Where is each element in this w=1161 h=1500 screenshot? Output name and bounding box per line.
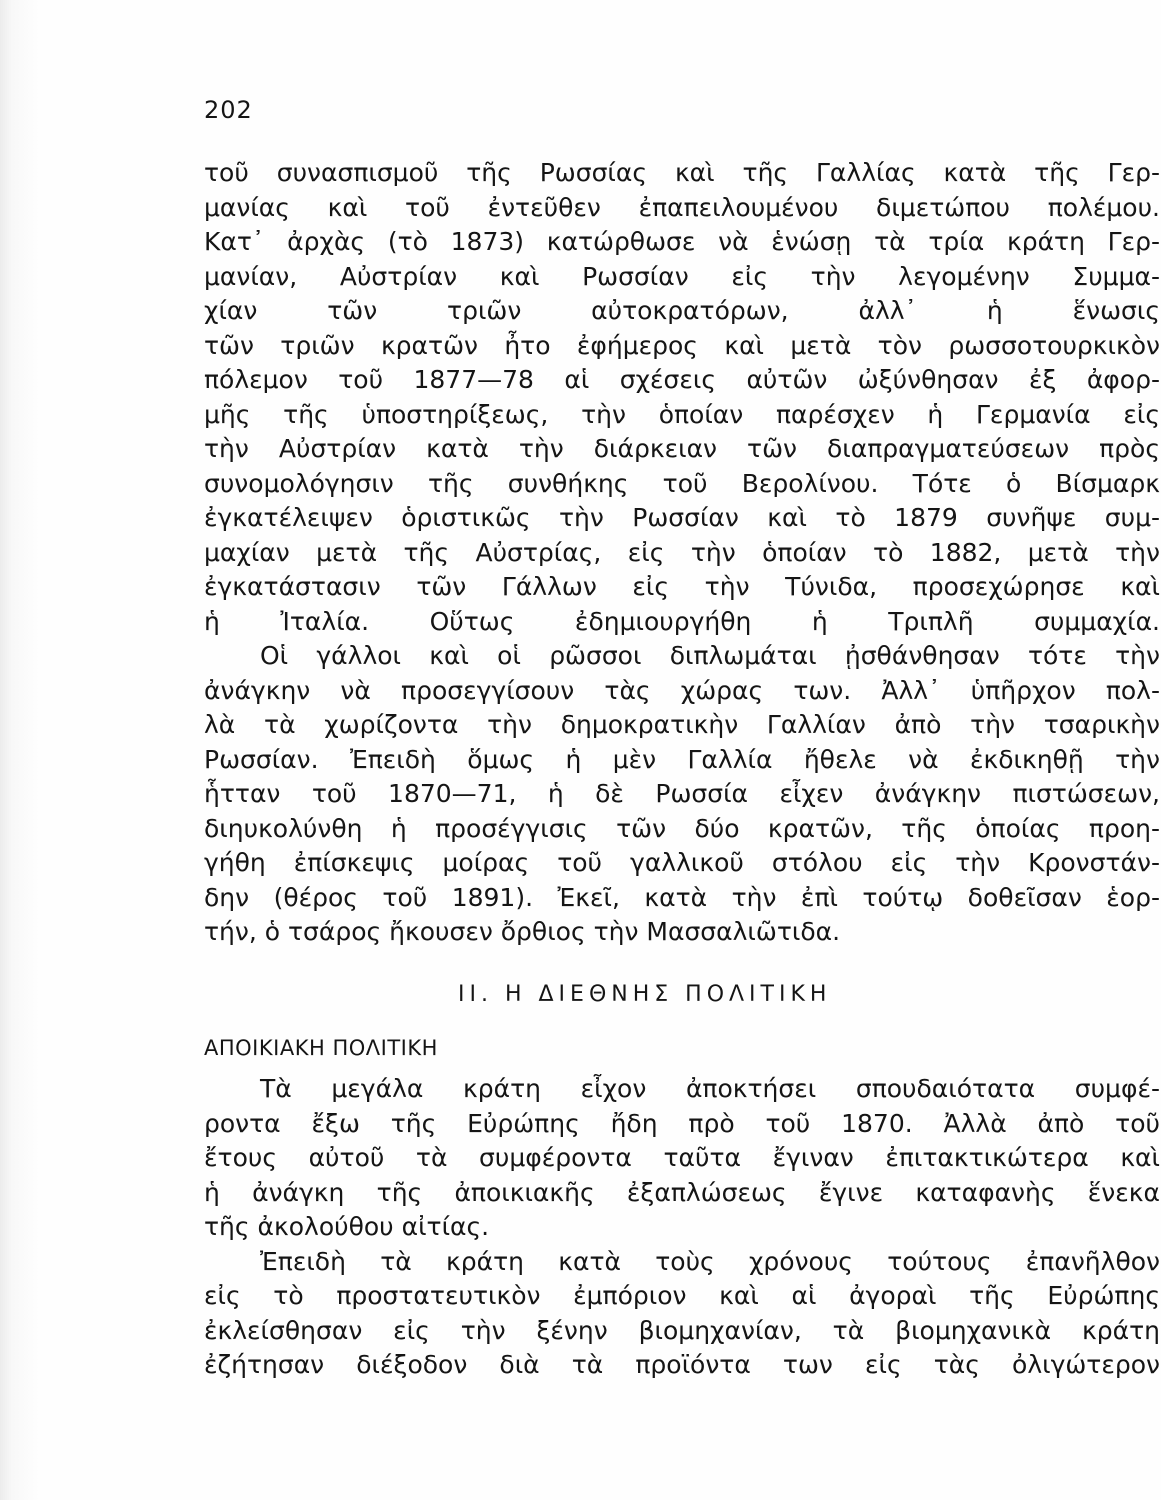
text-line: ἐκλείσθησαν εἰς τὴν ξένην βιομηχανίαν, τὰ βιομηχανικὰ κράτη [204,1315,1160,1345]
text-line: συνομολόγησιν τῆς συνθήκης τοῦ Βερολίνου. Τότε ὁ Βίσμαρκ [204,468,1160,498]
text-line: δην (θέρος τοῦ 1891). Ἐκεῖ, κατὰ τὴν ἐπὶ τούτῳ δοθεῖσαν ἑορ- [204,882,1160,912]
text-block-top [204,156,1160,950]
text-line: μαχίαν μετὰ τῆς Αὐστρίας, εἰς τὴν ὁποίαν τὸ 1882, μετὰ τὴν [204,537,1160,567]
text-line: μῆς τῆς ὑποστηρίξεως, τὴν ὁποίαν παρέσχεν ἡ Γερμανία εἰς [204,399,1160,429]
text-line: διηυκολύνθη ἡ προσέγγισις τῶν δύο κρατῶν, τῆς ὁποίας προη- [204,813,1160,843]
text-line: τήν, ὁ τσάρος ἤκουσεν ὄρθιος τὴν Μασσαλιῶτιδα. [204,917,841,946]
text-line: ἔτους αὐτοῦ τὰ συμφέροντα ταῦτα ἔγιναν ἐπιτακτικώτερα καὶ [204,1143,1160,1172]
text-line: ἐγκατάστασιν τῶν Γάλλων εἰς τὴν Τύνιδα, προσεχώρησε καὶ [204,572,1160,601]
text-line: Οἱ γάλλοι καὶ οἱ ρῶσσοι διπλωμάται ᾐσθάνθησαν τότε τὴν [260,641,1160,670]
text-line: γήθη ἐπίσκεψις μοίρας τοῦ γαλλικοῦ στόλου εἰς τὴν Κρονστάν- [204,848,1160,877]
page-number: 202 [204,96,253,124]
text-block-bottom [204,1072,1160,1383]
text-line: μανίας καὶ τοῦ ἐντεῦθεν ἐπαπειλουμένου διμετώπου πολέμου. [204,192,1160,222]
text-line: Κατ᾽ ἀρχὰς (τὸ 1873) κατώρθωσε νὰ ἑνώσῃ τὰ τρία κράτη Γερ- [204,227,1160,256]
text-line: ἐγκατέλειψεν ὁριστικῶς τὴν Ρωσσίαν καὶ τὸ 1879 συνῆψε συμ- [204,503,1160,532]
text-line: ἡ ἀνάγκη τῆς ἀποικιακῆς ἐξαπλώσεως ἔγινε καταφανὴς ἕνεκα [204,1177,1160,1207]
text-line: μανίαν, Αὐστρίαν καὶ Ρωσσίαν εἰς τὴν λεγομένην Συμμα- [204,261,1160,291]
text-line: ἧτταν τοῦ 1870—71, ἡ δὲ Ρωσσία εἶχεν ἀνάγκην πιστώσεων, [204,779,1160,808]
text-line: τῶν τριῶν κρατῶν ἦτο ἐφήμερος καὶ μετὰ τὸν ρωσσοτουρκικὸν [204,330,1160,360]
text-line: εἰς τὸ προστατευτικὸν ἐμπόριον καὶ αἱ ἀγοραὶ τῆς Εὐρώπης [204,1281,1160,1310]
text-line: ἐζήτησαν διέξοδον διὰ τὰ προϊόντα των εἰς τὰς ὀλιγώτερον [204,1350,1160,1379]
text-line: τῆς ἀκολούθου αἰτίας. [204,1212,490,1241]
text-line: Ἐπειδὴ τὰ κράτη κατὰ τοὺς χρόνους τούτους ἐπανῆλθον [260,1246,1160,1276]
text-line: πόλεμον τοῦ 1877—78 αἱ σχέσεις αὐτῶν ὠξύνθησαν ἐξ ἀφορ- [204,365,1160,394]
text-line: Τὰ μεγάλα κράτη εἶχον ἀποκτήσει σπουδαιότατα συμφέ- [260,1074,1160,1103]
text-line: ροντα ἔξω τῆς Εὐρώπης ἤδη πρὸ τοῦ 1870. Ἀλλὰ ἀπὸ τοῦ [204,1108,1160,1138]
text-line: ἀνάγκην νὰ προσεγγίσουν τὰς χώρας των. Ἀλλ᾽ ὑπῆρχον πολ- [204,675,1160,705]
sub-heading: ΑΠΟΙΚΙΑΚΗ ΠΟΛΙΤΙΚΗ [204,1036,438,1060]
text-line: Ρωσσίαν. Ἐπειδὴ ὅμως ἡ μὲν Γαλλία ἤθελε νὰ ἐκδικηθῇ τὴν [204,744,1160,774]
text-line: ἡ Ἰταλία. Οὕτως ἐδημιουργήθη ἡ Τριπλῆ συμμαχία. [204,606,1160,636]
section-heading: II. Η ΔΙΕΘΝΗΣ ΠΟΛΙΤΙΚΗ [458,982,832,1007]
text-line: λὰ τὰ χωρίζοντα τὴν δημοκρατικὴν Γαλλίαν ἀπὸ τὴν τσαρικὴν [204,710,1160,739]
text-line: τοῦ συνασπισμοῦ τῆς Ρωσσίας καὶ τῆς Γαλλίας κατὰ τῆς Γερ- [204,158,1160,187]
text-line: χίαν τῶν τριῶν αὐτοκρατόρων, ἀλλ᾽ ἡ ἕνωσις [204,296,1160,325]
text-line: τὴν Αὐστρίαν κατὰ τὴν διάρκειαν τῶν διαπραγματεύσεων πρὸς [204,434,1160,463]
